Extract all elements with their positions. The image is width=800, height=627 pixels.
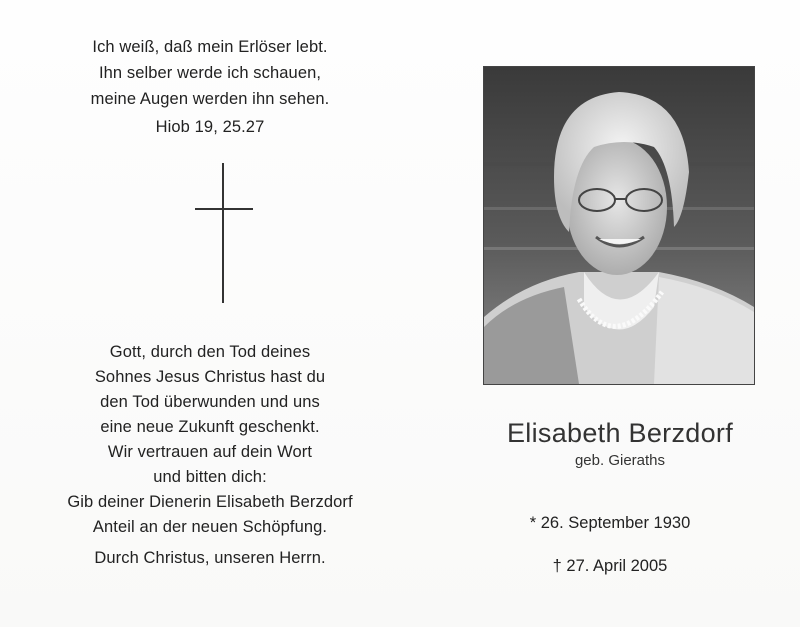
prayer-line: Sohnes Jesus Christus hast du [94,368,326,386]
verse-line: meine Augen werden ihn sehen. [90,90,330,108]
verse-line: Ihn selber werde ich schauen, [98,64,322,82]
prayer-line: den Tod überwunden und uns [100,393,320,411]
prayer-line: und bitten dich: [153,468,267,486]
prayer-paragraph-1 [20,340,400,440]
prayer-line: Gott, durch den Tod deines [109,343,311,361]
verse-line: Ich weiß, daß mein Erlöser lebt. [92,38,328,56]
deceased-name: Elisabeth Berzdorf [506,418,733,448]
bible-verse [20,34,400,112]
prayer-line: Anteil an der neuen Schöpfung. [92,518,328,536]
verse-reference: Hiob 19, 25.27 [155,118,265,136]
prayer-line: Gib deiner Dienerin Elisabeth Berzdorf [67,493,353,511]
portrait-photo [483,66,755,385]
prayer-line: eine neue Zukunft geschenkt. [100,418,320,436]
prayer-paragraph-2 [20,440,400,540]
birth-date: * 26. September 1930 [529,514,691,532]
death-date: † 27. April 2005 [552,557,668,575]
left-panel [20,0,400,627]
birth-name: geb. Gieraths [574,452,666,469]
cross-icon [195,163,253,303]
prayer-closing: Durch Christus, unseren Herrn. [94,549,326,567]
prayer-line: Wir vertrauen auf dein Wort [107,443,313,461]
